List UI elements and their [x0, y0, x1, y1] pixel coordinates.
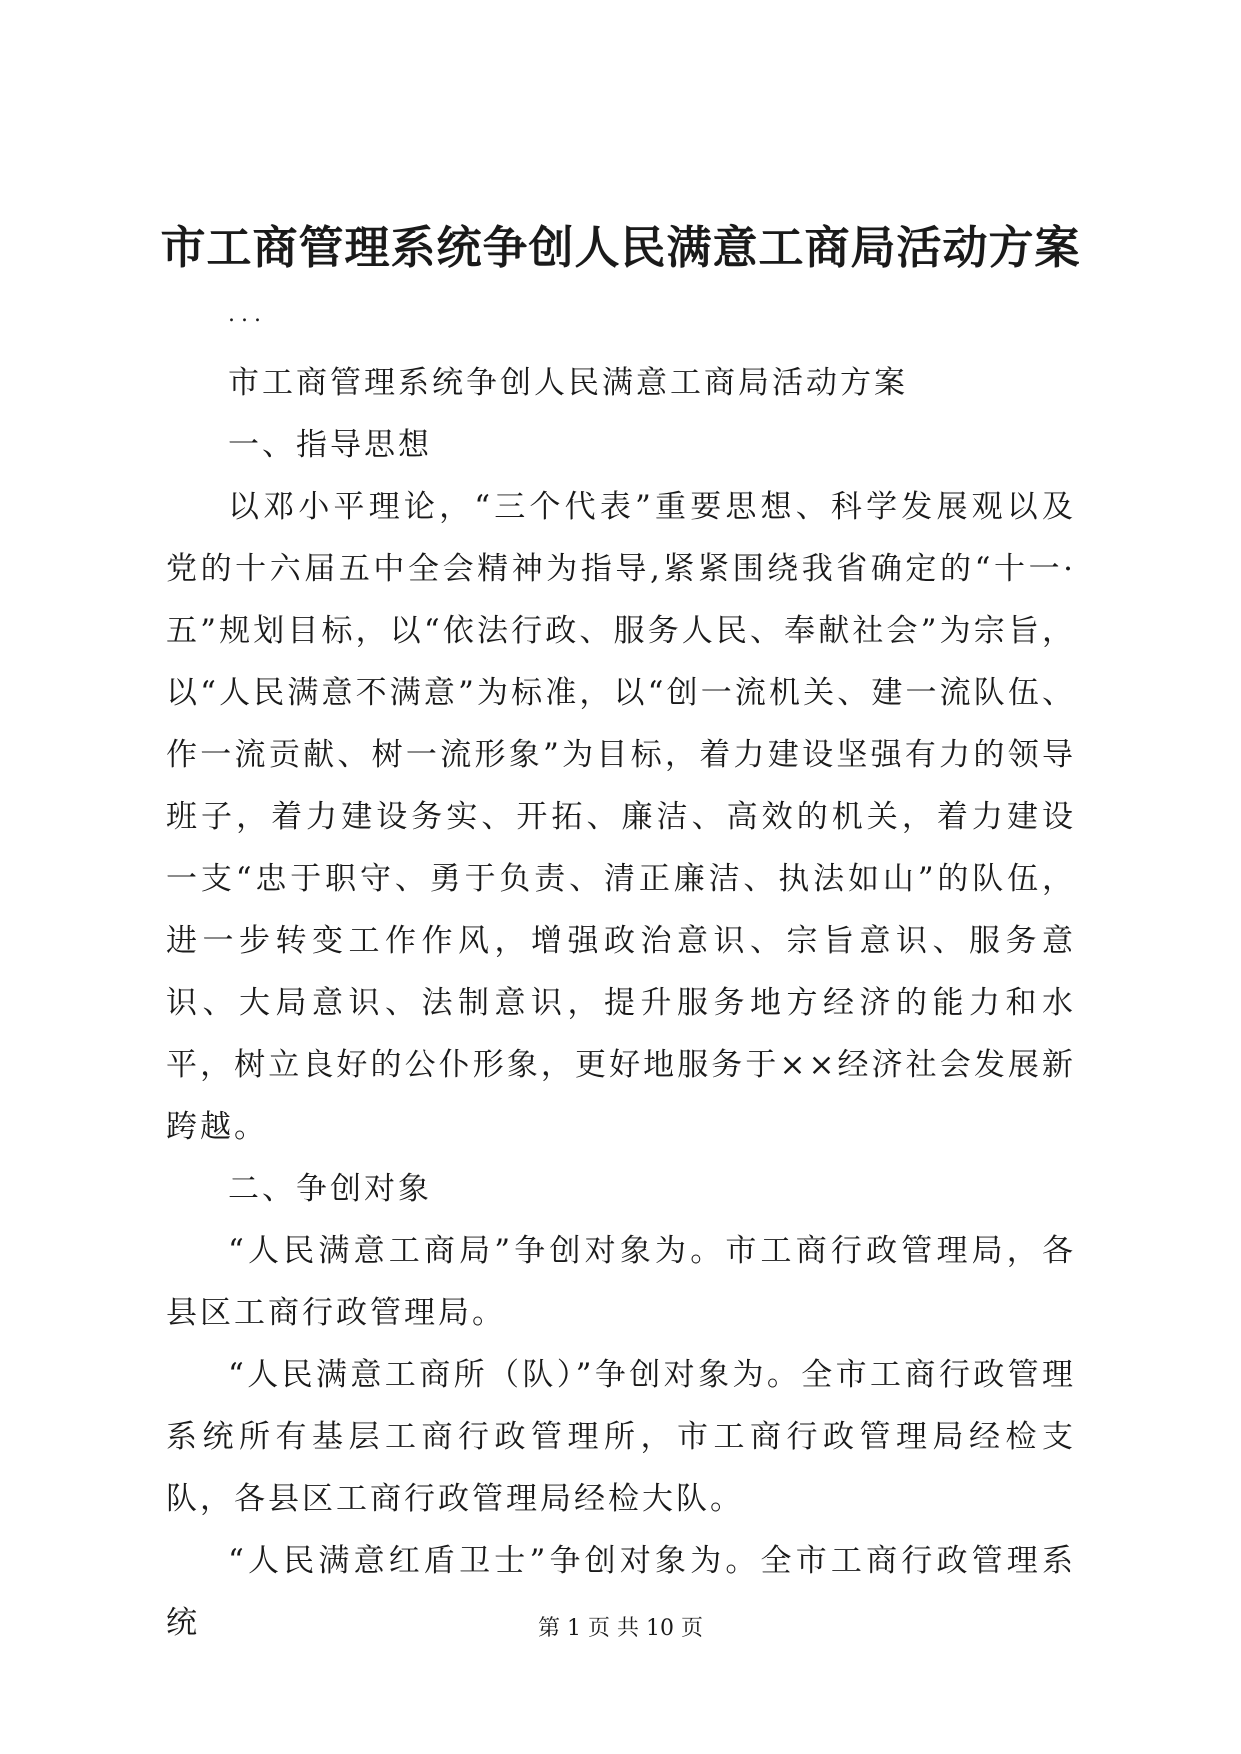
paragraph-subtitle: 市工商管理系统争创人民满意工商局活动方案	[228, 365, 908, 401]
paragraph-target-bureau: “人民满意工商局”争创对象为。市工商行政管理局，各县区工商行政管理局。	[166, 1233, 1076, 1331]
paragraph-target-guard: “人民满意红盾卫士”争创对象为。全市工商行政管理系统	[166, 1543, 1076, 1641]
document-body	[166, 352, 1076, 1654]
page-number-footer: 第 1 页 共 10 页	[538, 1616, 703, 1641]
document-title: 市工商管理系统争创人民满意工商局活动方案	[160, 221, 1081, 274]
section-heading-guiding-ideology: 一、指导思想	[228, 427, 432, 463]
paragraph-target-station: “人民满意工商所（队）”争创对象为。全市工商行政管理系统所有基层工商行政管理所，市工商行政管理局经检支队，各县区工商行政管理局经检大队。	[166, 1357, 1076, 1517]
section-heading-targets: 二、争创对象	[228, 1171, 432, 1207]
ellipsis-marker: ...	[228, 302, 267, 327]
paragraph-guiding-ideology: 以邓小平理论，“三个代表”重要思想、科学发展观以及党的十六届五中全会精神为指导,紧紧围绕我省确定的“十一·五”规划目标，以“依法行政、服务人民、奉献社会”为宗旨，以“人民满意不满意”为标准，以“创一流机关、建一流队伍、作一流贡献、树一流形象”为目标，着力建设坚强有力的领导班子，着力建设务实、开拓、廉洁、高效的机关，着力建设一支“忠于职守、勇于负责、清正廉洁、执法如山”的队伍，进一步转变工作作风，增强政治意识、宗旨意识、服务意识、大局意识、法制意识，提升服务地方经济的能力和水平，树立良好的公仆形象，更好地服务于××经济社会发展新跨越。	[166, 489, 1076, 1145]
